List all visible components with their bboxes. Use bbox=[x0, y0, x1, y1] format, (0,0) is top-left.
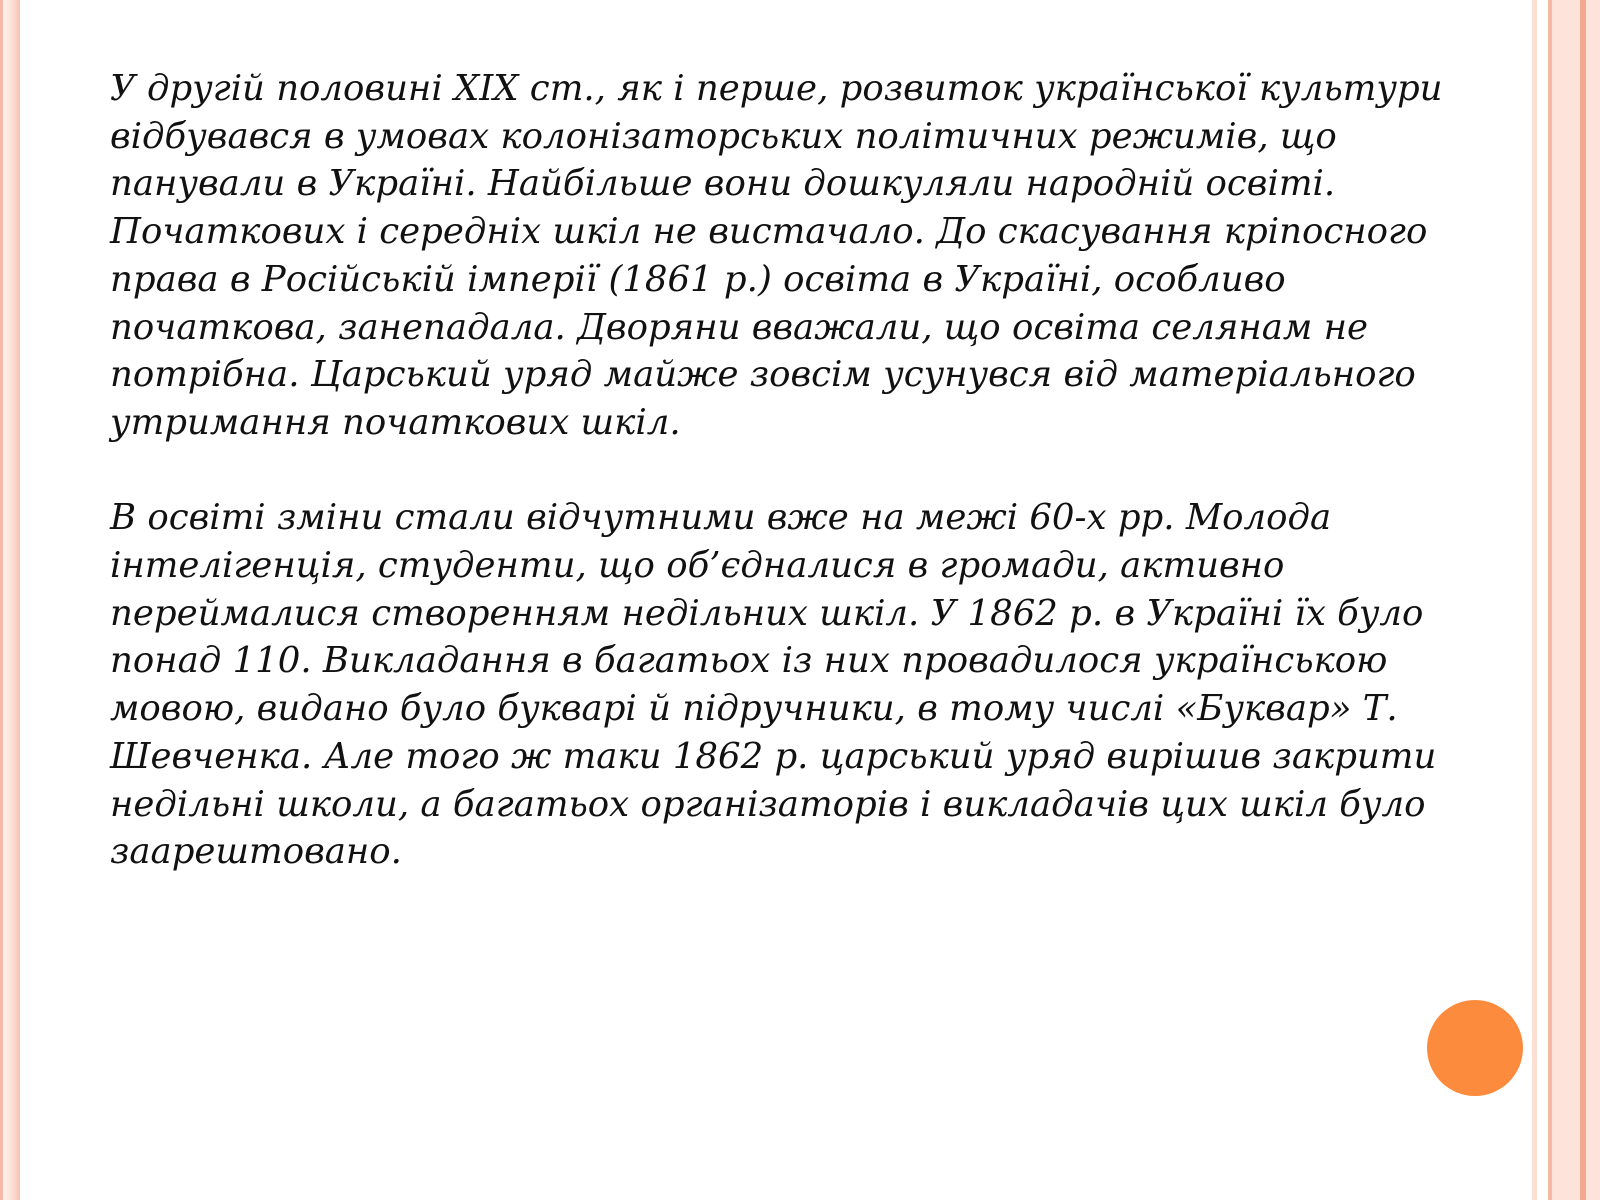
paragraph-sunday-schools: В освіті зміни стали відчутними вже на межі 60-х рр. Молода інтелігенція, студенти, що об’єдналися в громади, активно переймалися створенням недільних шкіл. У 1862 р. в Україні їх було понад 110. Викладання в багатьох із них провадилося українською мовою, видано було букварі й підручники, в тому числі «Буквар» Т. Шевченка. Але того ж таки 1862 р. царський уряд вирішив закрити недільні школи, а багатьох організаторів і викладачів цих шкіл було заарештовано. bbox=[110, 497, 1437, 873]
orange-circle-decoration bbox=[1427, 1000, 1523, 1096]
paragraph-education-decline: У другій половині XIX ст., як і перше, розвиток української культури відбувався в умовах колонізаторських політичних режимів, що панували в Україні. Найбільше вони дошкуляли народній освіті. Початкових і середніх шкіл не вистачало. До скасування кріпосного права в Російській імперії (1861 р.) освіта в Україні, особливо початкова, занепадала. Дворяни вважали, що освіта селянам не потрібна. Царський уряд майже зовсім усунувся від матеріального утримання початкових шкіл. bbox=[110, 68, 1443, 443]
right-decorative-border bbox=[1532, 0, 1600, 1200]
paragraph-spacer bbox=[110, 447, 1500, 495]
left-decorative-border bbox=[0, 0, 20, 1200]
slide-body-text bbox=[110, 65, 1500, 876]
